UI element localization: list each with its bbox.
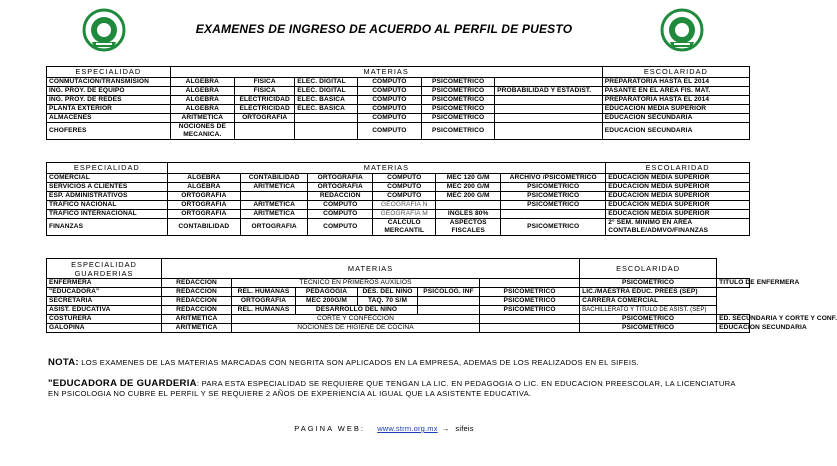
arrow-right-icon: → [441, 424, 452, 433]
materia-cell [436, 201, 501, 210]
especialidad-cell: SERVICIOS A CLIENTES [47, 183, 168, 192]
header-escolaridad: ESCOLARIDAD [580, 259, 717, 279]
materia-cell [418, 306, 480, 315]
materia-cell [495, 114, 603, 123]
materia-cell: ALGEBRA [167, 174, 240, 183]
escolaridad-cell: CARRERA COMERCIAL [580, 297, 717, 306]
materia-cell: PEDAGOGIA [296, 288, 358, 297]
note-bold-subjects [48, 358, 748, 368]
escolaridad-cell: EDUCACION MEDIA SUPERIOR [606, 192, 750, 201]
table-row [47, 114, 750, 123]
materia-cell: ELEC. BASICA [295, 105, 357, 114]
header-especialidad: ESPECIALIDAD [47, 163, 168, 174]
materia-cell: ORTOGRAFIA [167, 201, 240, 210]
table-row [47, 123, 750, 140]
footer [0, 424, 768, 433]
materia-cell: ARITMETICA [241, 210, 308, 219]
materia-cell: PSICOMETRICO [580, 279, 717, 288]
materia-cell: ARCHIVO /PSICOMETRICO [501, 174, 606, 183]
escolaridad-cell: TITULO DE ENFERMERA [717, 279, 750, 288]
header-escolaridad: ESCOLARIDAD [606, 163, 750, 174]
escolaridad-cell: LIC./MAESTRA EDUC. PREES (SEP) [580, 288, 717, 297]
materia-cell: CALCULO MERCANTIL [373, 219, 436, 236]
note-educadora [48, 379, 748, 399]
materia-cell: ELEC. DIGITAL [295, 87, 357, 96]
materia-cell: PSICOMETRICO [501, 192, 606, 201]
materia-cell: ORTOGRAFIA [232, 297, 296, 306]
table-row [47, 174, 750, 183]
materia-cell: COMPUTO [357, 78, 421, 87]
especialidad-cell: ING. PROY. DE EQUIPO [47, 87, 171, 96]
header-especialidad: ESPECIALIDAD [47, 67, 171, 78]
materia-cell: DES. DEL NIÑO [358, 288, 418, 297]
materia-cell: MEC 200G/M [296, 297, 358, 306]
note-text: LOS EXAMENES DE LAS MATERIAS MARCADAS CON NEGRITA SON APLICADOS EN LA EMPRESA, ADEMAS DE LOS REALIZADOS EN EL SIFEIS. [78, 358, 640, 367]
materia-cell: MEC 200 G/M [436, 183, 501, 192]
materia-cell: ARITMETICA [162, 324, 232, 333]
materia-cell: ORTOGRAFIA [235, 114, 295, 123]
materia-cell [495, 123, 603, 140]
materia-cell: ALGEBRA [170, 78, 234, 87]
materia-cell: COMPUTO [373, 183, 436, 192]
materia-cell: COMPUTO [373, 192, 436, 201]
materia-cell: COMPUTO [357, 105, 421, 114]
materia-cell: ELECTRICIDAD [235, 96, 295, 105]
materia-cell: PSICOMETRICO [480, 306, 580, 315]
header-materias: MATERIAS [162, 259, 580, 279]
materia-cell: ARITMETICA [241, 201, 308, 210]
note-label: NOTA: [48, 357, 79, 368]
materia-cell: COMPUTO [308, 219, 373, 236]
especialidad-cell: ESP. ADMINISTRATIVOS [47, 192, 168, 201]
especialidad-cell: FINANZAS [47, 219, 168, 236]
materia-cell: PSICOMETRICO [501, 183, 606, 192]
table-row [47, 210, 750, 219]
materia-cell [418, 297, 480, 306]
materia-cell [295, 114, 357, 123]
materia-cell: ORTOGRAFIA [167, 192, 240, 201]
table-row [47, 201, 750, 210]
materia-cell: ELEC. DIGITAL [295, 78, 357, 87]
materia-cell [495, 96, 603, 105]
materia-cell: TAQ. 70 S/M [358, 297, 418, 306]
table-row [47, 306, 750, 315]
materia-cell: PSICOMETRICO [422, 87, 495, 96]
materia-cell [480, 279, 580, 288]
materia-cell: GEOGRAFIA M [373, 210, 436, 219]
materia-cell: COMPUTO [357, 87, 421, 96]
materia-cell [295, 123, 357, 140]
materia-cell: NOCIONES DE MECANICA. [170, 123, 234, 140]
materia-cell: REDACCION [162, 288, 232, 297]
note-educadora-label: "EDUCADORA DE GUARDERIA [48, 378, 197, 389]
materia-cell: COMPUTO [308, 210, 373, 219]
materia-cell: MEC 120 G/M [436, 174, 501, 183]
materia-cell: CONTABILIDAD [167, 219, 240, 236]
materia-cell: ORTOGRAFIA [167, 210, 240, 219]
materia-cell [501, 210, 606, 219]
materia-cell: COMPUTO [357, 96, 421, 105]
especialidad-cell: COSTURERA [47, 315, 162, 324]
materia-cell: ARITMETICA [170, 114, 234, 123]
exam-table-technical [46, 66, 750, 140]
especialidad-cell: ALMACENES [47, 114, 171, 123]
especialidad-cell: TRAFICO NACIONAL [47, 201, 168, 210]
especialidad-cell: COMERCIAL [47, 174, 168, 183]
header-especialidad-guarderias: ESPECIALIDAD GUARDERIAS [47, 259, 162, 279]
materia-cell: FISICA [235, 78, 295, 87]
header-materias: MATERIAS [170, 67, 602, 78]
table-row [47, 87, 750, 96]
table-row [47, 105, 750, 114]
exam-table-guarderias [46, 258, 837, 333]
materia-cell [480, 315, 580, 324]
materia-cell: PSICOMETRICO [501, 201, 606, 210]
table-row [47, 324, 750, 333]
materia-cell: ALGEBRA [170, 87, 234, 96]
materia-cell: PSICOMETRICO [480, 297, 580, 306]
materia-cell: NOCIONES DE HIGIENE DE COCINA [232, 324, 480, 333]
materia-cell [480, 324, 580, 333]
materia-cell: INGLES 80% [436, 210, 501, 219]
materia-cell: REDACCION [162, 279, 232, 288]
footer-sifeis: sifeis [455, 424, 474, 433]
escolaridad-cell: 2° SEM. MINIMO EN AREA CONTABLE/ADMVO/FINANZAS [606, 219, 750, 236]
materia-cell: PSICOMETRICO [501, 219, 606, 236]
materia-cell: ARITMETICA [162, 315, 232, 324]
table-row [47, 192, 750, 201]
materia-cell: CORTE Y CONFECCION [232, 315, 480, 324]
materia-cell: REDACCION [162, 297, 232, 306]
especialidad-cell: PLANTA EXTERIOR [47, 105, 171, 114]
table-row [47, 315, 750, 324]
materia-cell: CONTABILIDAD [241, 174, 308, 183]
table-row [47, 96, 750, 105]
especialidad-cell: CONMUTACION/TRANSMISION [47, 78, 171, 87]
note-educadora-text: : PARA ESTA ESPECIALIDAD SE REQUIERE QUE TENGAN LA LIC. EN PEDAGOGIA O LIC. EN EDUCACION PREESCOLAR, LA LICENCIATURA EN PSICOLOGIA NO CUBRE EL PERFIL Y SE REQUIERE 2 AÑOS DE EXPERIENCIA AL IGUAL QUE LA ASISTENTE EDUCATIVA. [48, 379, 736, 398]
header-materias: MATERIAS [167, 163, 606, 174]
materia-cell: ELEC. BASICA [295, 96, 357, 105]
materia-cell: ORTOGRAFIA [241, 219, 308, 236]
materia-cell [495, 105, 603, 114]
escolaridad-cell: EDUCACION MEDIA SUPERIOR [606, 201, 750, 210]
materia-cell: ALGEBRA [170, 96, 234, 105]
escolaridad-cell: EDUCACION SECUNDARIA [717, 324, 750, 333]
materia-cell [235, 123, 295, 140]
especialidad-cell: "EDUCADORA" [47, 288, 162, 297]
table-row [47, 297, 750, 306]
materia-cell: REDACCION [308, 192, 373, 201]
especialidad-cell: GALOPINA [47, 324, 162, 333]
escolaridad-cell: ED. SECUNDARIA Y CORTE Y CONF. [717, 315, 750, 324]
materia-cell [241, 192, 308, 201]
especialidad-cell: ING. PROY. DE REDES [47, 96, 171, 105]
website-link[interactable]: www.strm.org.mx [377, 424, 438, 433]
materia-cell: PSICOMETRICO [422, 78, 495, 87]
especialidad-cell: SECRETARIA [47, 297, 162, 306]
escolaridad-cell: PASANTE EN EL AREA FIS. MAT. [602, 87, 749, 96]
materia-cell: ELECTRICIDAD [235, 105, 295, 114]
table-row [47, 183, 750, 192]
materia-cell: TECNICO EN PRIMEROS AUXILIOS [232, 279, 480, 288]
materia-cell: REL. HUMANAS [232, 288, 296, 297]
table-row [47, 288, 750, 297]
especialidad-cell: ENFERMERA [47, 279, 162, 288]
materia-cell: PSICOMETRICO [422, 105, 495, 114]
materia-cell: PSICOMETRICO [422, 96, 495, 105]
escolaridad-cell: PREPARATORIA HASTA EL 2014 [602, 78, 749, 87]
escolaridad-cell: PREPARATORIA HASTA EL 2014 [602, 96, 749, 105]
materia-cell: REDACCION [162, 306, 232, 315]
table-row [47, 78, 750, 87]
header-escolaridad: ESCOLARIDAD [602, 67, 749, 78]
materia-cell: PSICOMETRICO [422, 123, 495, 140]
materia-cell: ALGEBRA [170, 105, 234, 114]
table-row [47, 279, 750, 288]
materia-cell [495, 78, 603, 87]
escolaridad-cell: BACHILLERATO Y TITULO DE ASIST. (SEP) [580, 306, 717, 315]
escolaridad-cell: EDUCACION MEDIA SUPERIOR [606, 174, 750, 183]
materia-cell: COMPUTO [357, 123, 421, 140]
materia-cell: PROBABILIDAD Y ESTADIST. [495, 87, 603, 96]
materia-cell: REL. HUMANAS [232, 306, 296, 315]
materia-cell: DESARROLLO DEL NIÑO [296, 306, 418, 315]
materia-cell: PSICOLOG. INF [418, 288, 480, 297]
materia-cell: PSICOMETRICO [580, 315, 717, 324]
exam-table-administrative [46, 162, 750, 236]
table-row [47, 219, 750, 236]
page-title: EXAMENES DE INGRESO DE ACUERDO AL PERFIL DE PUESTO [195, 22, 573, 36]
materia-cell: ALGEBRA [167, 183, 240, 192]
materia-cell: PSICOMETRICO [480, 288, 580, 297]
materia-cell: COMPUTO [357, 114, 421, 123]
especialidad-cell: ASIST. EDUCATIVA [47, 306, 162, 315]
materia-cell: ORTOGRAFIA [308, 174, 373, 183]
especialidad-cell: TRAFICO INTERNACIONAL [47, 210, 168, 219]
materia-cell: PSICOMETRICO [580, 324, 717, 333]
materia-cell: GEOGRAFIA N [373, 201, 436, 210]
materia-cell: ASPECTOS FISCALES [436, 219, 501, 236]
materia-cell: COMPUTO [308, 201, 373, 210]
escolaridad-cell: EDUCACION MEDIA SUPERIOR [602, 105, 749, 114]
footer-label: PAGINA WEB: [294, 424, 365, 433]
escolaridad-cell: EDUCACION SECUNDARIA [602, 123, 749, 140]
escolaridad-cell: EDUCACION SECUNDARIA [602, 114, 749, 123]
materia-cell: COMPUTO [373, 174, 436, 183]
escolaridad-cell: EDUCACION MEDIA SUPERIOR [606, 183, 750, 192]
materia-cell: PSICOMETRICO [422, 114, 495, 123]
materia-cell: ARITMETICA [241, 183, 308, 192]
escolaridad-cell: EDUCACION MEDIA SUPERIOR [606, 210, 750, 219]
especialidad-cell: CHOFERES [47, 123, 171, 140]
materia-cell: ORTOGRAFIA [308, 183, 373, 192]
materia-cell: MEC 200 G/M [436, 192, 501, 201]
materia-cell: FISICA [235, 87, 295, 96]
